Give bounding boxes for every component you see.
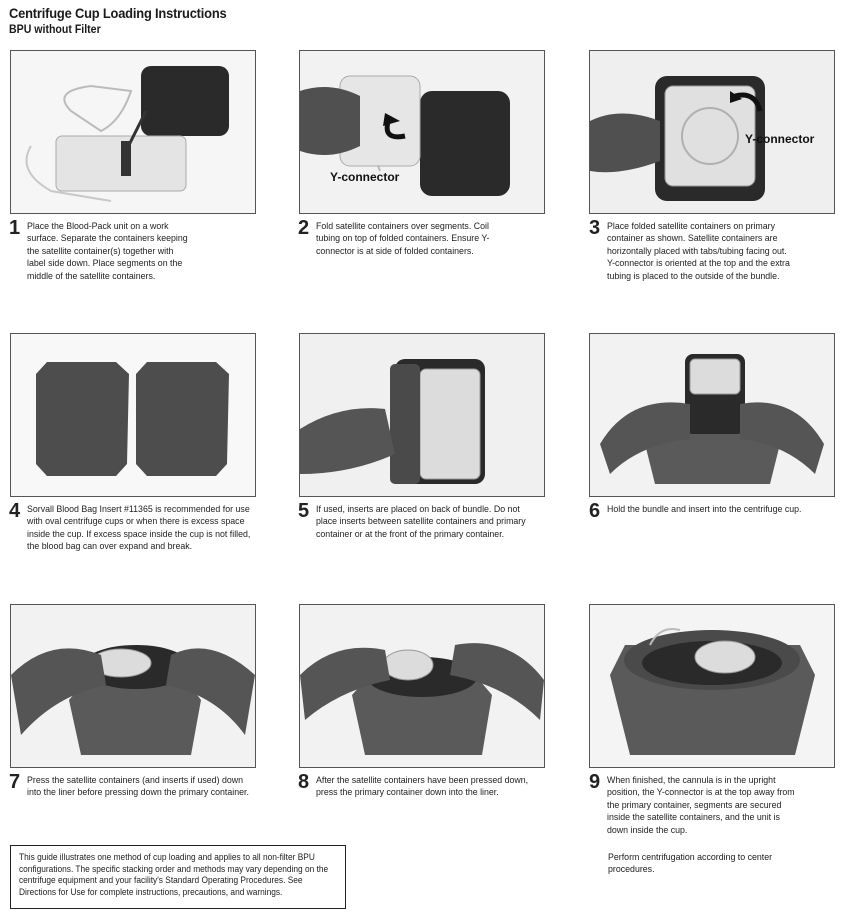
step-7-text: Press the satellite containers (and inserts if used) down into the liner before pressing down the primary container. [27, 774, 249, 798]
step-3-photo [589, 50, 835, 214]
step-8-number: 8 [298, 771, 310, 793]
step-2-callout: Y-connector [330, 170, 400, 184]
step-5-text: If used, inserts are placed on back of bundle. Do not place inserts between satellite containers and primary container or at the front of the primary container. [316, 503, 526, 539]
step-8-photo [299, 604, 545, 768]
step-6-photo [589, 333, 835, 497]
page-title: Centrifuge Cup Loading Instructions [9, 5, 227, 21]
step-6-text: Hold the bundle and insert into the centrifuge cup. [607, 503, 802, 514]
disclaimer-box [10, 845, 346, 909]
step-3-callout: Y-connector [745, 132, 815, 146]
step-4-text: Sorvall Blood Bag Insert #11365 is recommended for use with oval centrifuge cups or when there is excess space inside the cup. If excess space inside the cup is not filled, the blood bag can over expand and break. [27, 503, 251, 552]
step-6-number: 6 [589, 500, 601, 522]
step-5-number: 5 [298, 500, 310, 522]
step-5-photo [299, 333, 545, 497]
step-7-number: 7 [9, 771, 21, 793]
disclaimer-text: This guide illustrates one method of cup loading and applies to all non-filter BPU configurations. The specific stacking order and methods may vary depending on the centrifuge equipment and your facility's Standard Operating Procedures. See Directions for Use for complete instructions, precautions, and warnings. [19, 852, 329, 897]
step-4-photo [10, 333, 256, 497]
step-9-number: 9 [589, 771, 601, 793]
step-9-photo [589, 604, 835, 768]
step-3-text: Place folded satellite containers on primary container as shown. Satellite containers are horizontally placed with tabs/tubing facing out. Y-connector is oriented at the top and the extra tubing is placed to the outside of the bundle. [607, 220, 790, 281]
page-subtitle: BPU without Filter [9, 24, 101, 36]
step-2-text: Fold satellite containers over segments. Coil tubing on top of folded containers. Ensure Y-connector is at side of folded containers. [316, 220, 490, 256]
step-1-photo [10, 50, 256, 214]
step-8-text: After the satellite containers have been pressed down, press the primary container down into the liner. [316, 774, 529, 798]
step-3-number: 3 [589, 217, 601, 239]
centrifugation-note: Perform centrifugation according to center procedures. [608, 851, 773, 875]
step-9-text: When finished, the cannula is in the upright position, the Y-connector is at the top away from the primary container, segments are secured inside the satellite containers, and the unit is down inside the cup. [607, 774, 795, 835]
step-7-photo [10, 604, 256, 768]
step-1-number: 1 [9, 217, 21, 239]
step-1-text: Place the Blood-Pack unit on a work surface. Separate the containers keeping the satellite container(s) together with label side down. Place segments on the middle of the satellite containers. [27, 220, 188, 281]
step-2-photo [299, 50, 545, 214]
step-2-number: 2 [298, 217, 310, 239]
step-4-number: 4 [9, 500, 21, 522]
